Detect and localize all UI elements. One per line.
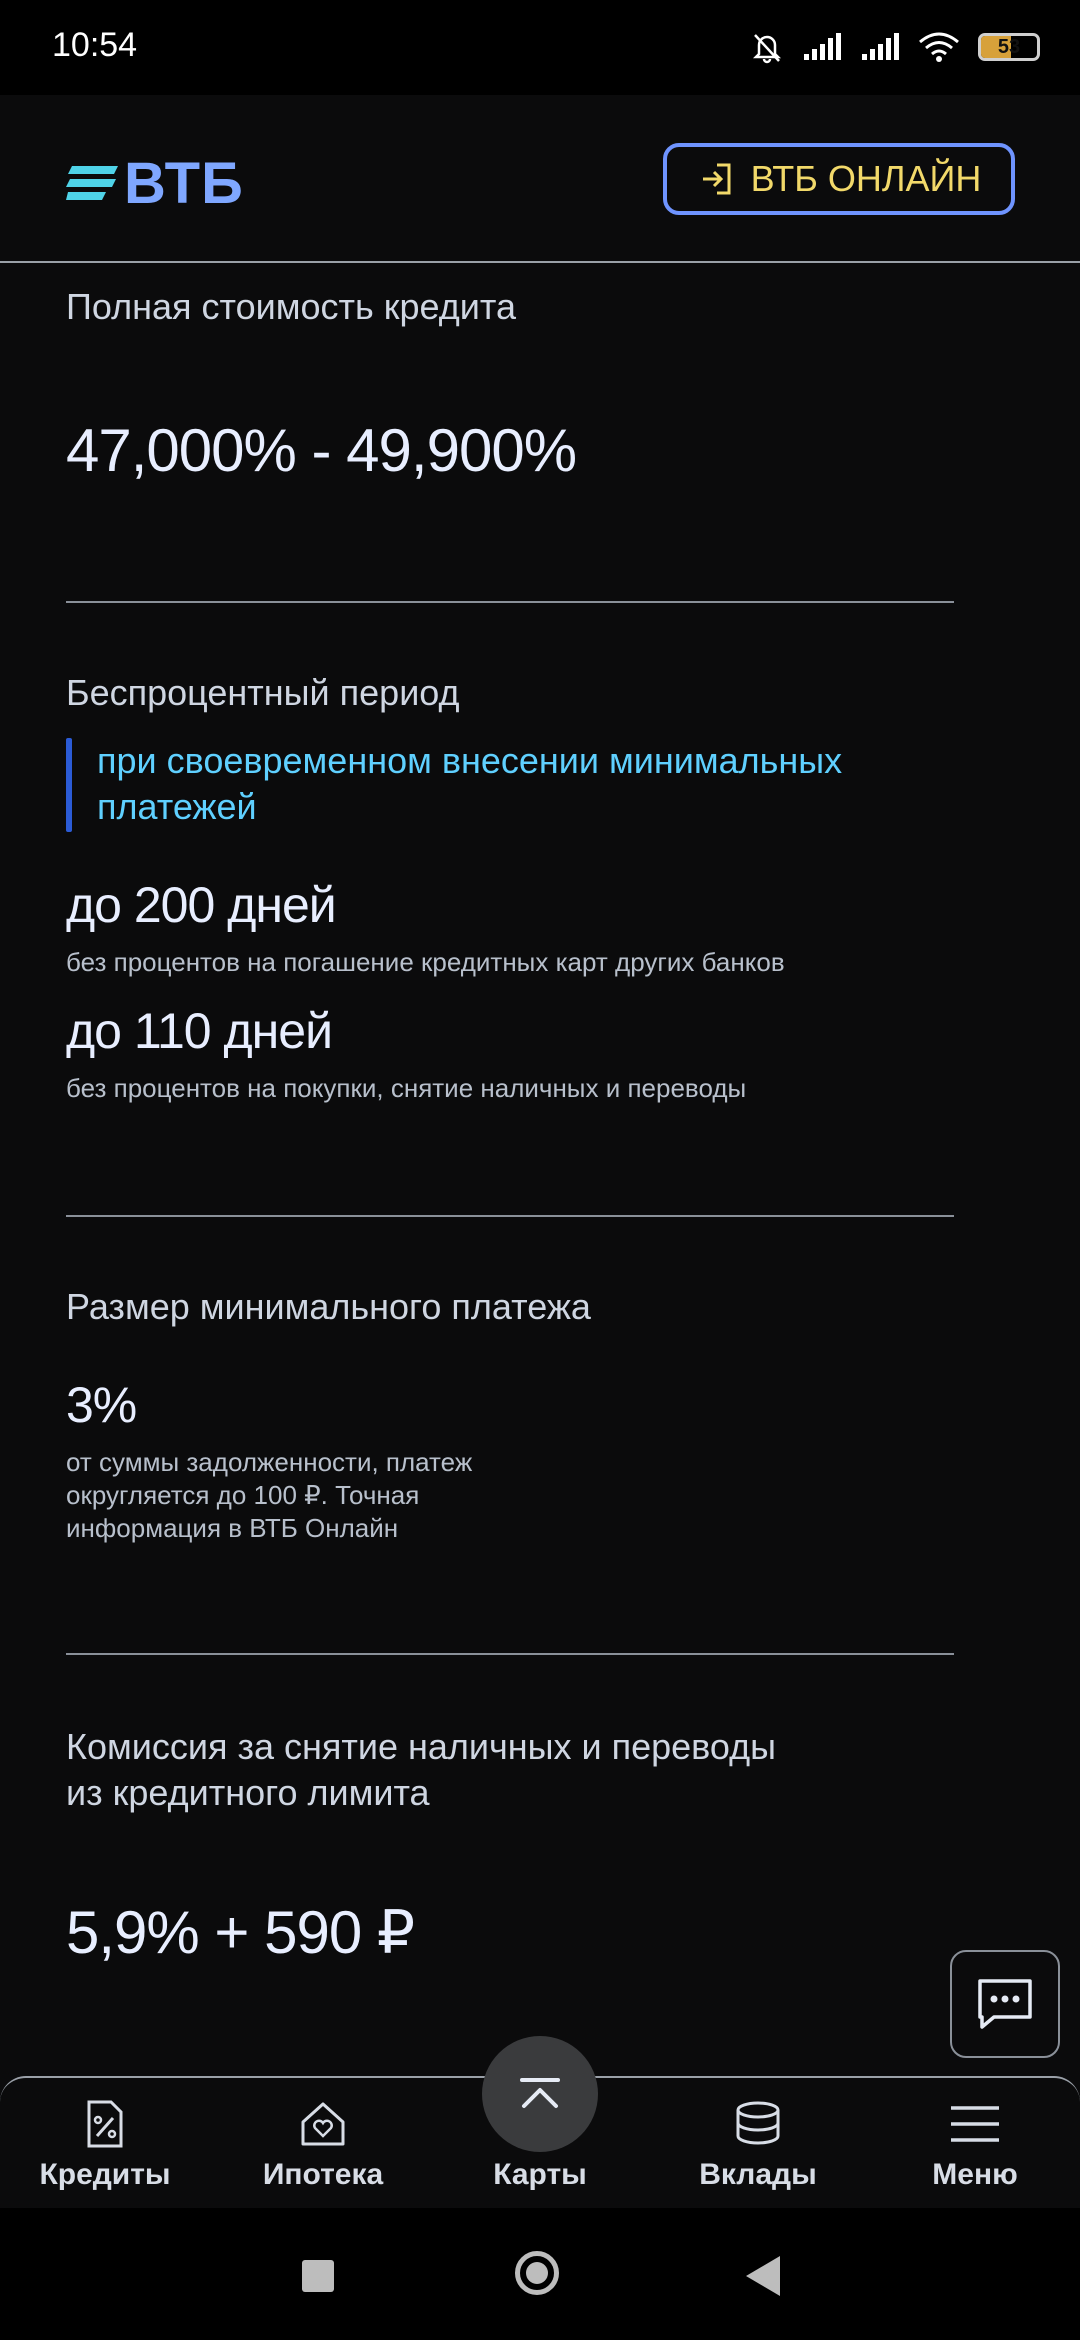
commission-label-line1: Комиссия за снятие наличных и переводы bbox=[66, 1726, 777, 1767]
nav-menu-label: Меню bbox=[932, 2158, 1018, 2191]
home-icon[interactable] bbox=[515, 2251, 559, 2295]
full-cost-value: 47,000% - 49,900% bbox=[66, 417, 577, 484]
note-accent-bar bbox=[66, 738, 72, 832]
scroll-up-icon bbox=[516, 2074, 564, 2114]
min-payment-desc-line3: информация в ВТБ Онлайн bbox=[66, 1513, 399, 1543]
hamburger-menu-icon bbox=[947, 2098, 1003, 2150]
house-heart-icon bbox=[297, 2098, 349, 2150]
min-payment-label: Размер минимального платежа bbox=[66, 1286, 591, 1327]
divider bbox=[66, 1215, 954, 1217]
grace-period-label: Беспроцентный период bbox=[66, 672, 460, 713]
grace-note-line2: платежей bbox=[97, 786, 257, 827]
system-nav-bar bbox=[0, 2208, 1080, 2340]
min-payment-value: 3% bbox=[66, 1377, 137, 1433]
vtb-online-button[interactable] bbox=[663, 143, 1015, 215]
back-icon[interactable] bbox=[746, 2256, 780, 2296]
nav-menu[interactable] bbox=[885, 2098, 1065, 2208]
chat-icon bbox=[976, 1977, 1034, 2031]
mute-bell-icon bbox=[750, 30, 784, 64]
nav-mortgage-label: Ипотека bbox=[262, 2158, 384, 2191]
grace-period-note bbox=[97, 738, 842, 830]
coins-stack-icon bbox=[732, 2098, 784, 2150]
login-icon bbox=[697, 159, 737, 199]
min-payment-desc-line1: от суммы задолженности, платеж bbox=[66, 1447, 473, 1477]
signal-icon-2 bbox=[860, 32, 900, 62]
grace-value-200: до 200 дней bbox=[66, 877, 336, 933]
chat-button[interactable] bbox=[950, 1950, 1060, 2058]
battery-level: 53 bbox=[997, 35, 1021, 58]
nav-deposits-label: Вклады bbox=[699, 2158, 817, 2191]
signal-icon bbox=[802, 32, 842, 62]
nav-cards-label: Карты bbox=[493, 2158, 587, 2191]
logo-stripes-icon bbox=[66, 166, 118, 202]
min-payment-desc bbox=[66, 1446, 472, 1545]
scroll-to-top-button[interactable] bbox=[482, 2036, 598, 2152]
divider bbox=[66, 1653, 954, 1655]
logo-text: ВТБ bbox=[124, 151, 244, 216]
commission-value: 5,9% + 590 ₽ bbox=[66, 1899, 415, 1966]
status-time: 10:54 bbox=[52, 26, 138, 64]
battery-icon bbox=[978, 33, 1040, 61]
status-bar bbox=[0, 0, 1080, 95]
grace-value-110: до 110 дней bbox=[66, 1003, 333, 1059]
full-cost-label: Полная стоимость кредита bbox=[66, 286, 516, 327]
grace-desc-200: без процентов на погашение кредитных карт других банков bbox=[66, 947, 785, 977]
vtb-online-label: ВТБ ОНЛАЙН bbox=[750, 158, 982, 199]
commission-label-line2: из кредитного лимита bbox=[66, 1772, 430, 1813]
commission-label bbox=[66, 1724, 776, 1816]
nav-mortgage[interactable] bbox=[233, 2098, 413, 2208]
nav-credits-label: Кредиты bbox=[39, 2158, 171, 2191]
site-header bbox=[0, 95, 1080, 263]
recent-apps-icon[interactable] bbox=[302, 2260, 334, 2292]
grace-desc-110: без процентов на покупки, снятие наличных и переводы bbox=[66, 1073, 747, 1103]
wifi-icon bbox=[918, 31, 960, 63]
grace-note-line1: при своевременном внесении минимальных bbox=[97, 740, 843, 781]
vtb-logo[interactable] bbox=[66, 150, 244, 217]
nav-deposits[interactable] bbox=[668, 2098, 848, 2208]
credit-percent-icon bbox=[81, 2098, 129, 2150]
nav-credits[interactable] bbox=[15, 2098, 195, 2208]
min-payment-desc-line2: округляется до 100 ₽. Точная bbox=[66, 1480, 420, 1510]
status-icons bbox=[750, 30, 1040, 64]
divider bbox=[66, 601, 954, 603]
